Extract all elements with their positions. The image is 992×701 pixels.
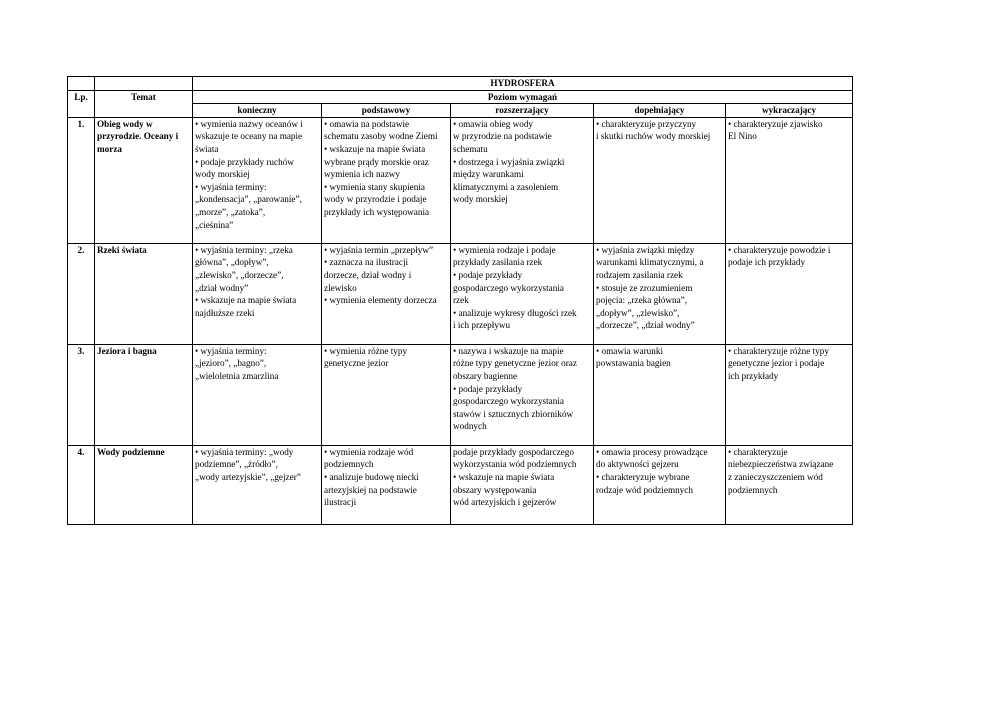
topic-line: przyrodzie. Oceany i [97, 131, 179, 142]
topic-line: Obieg wody w [97, 118, 153, 129]
requirement-line: • charakteryzuje [728, 446, 788, 457]
requirement-cell [193, 445, 322, 524]
requirement-line: • podaje przykłady [453, 383, 523, 394]
requirement-line: „kondensacja”, „parowanie”, [195, 194, 302, 205]
requirement-line: dorzecze, dział wodny i [324, 269, 412, 280]
level-header: podstawowy [322, 104, 451, 118]
topic-line: morza [97, 143, 122, 154]
requirement-cell [726, 344, 853, 445]
requirement-line: wody w przyrodzie i podaje [324, 194, 427, 205]
requirement-line: świata [195, 143, 219, 154]
requirement-line: podziemne”, „źródło”, [195, 459, 278, 470]
level-header: rozszerzający [451, 104, 594, 118]
requirement-cell [726, 445, 853, 524]
requirement-line: podziemnych [324, 459, 374, 470]
requirement-line: • wymienia rodzaje wód [324, 446, 414, 457]
requirement-line: • wymienia elementy dorzecza [324, 295, 437, 306]
requirement-line: • omawia procesy prowadzące [596, 446, 708, 457]
requirement-line: • dostrzega i wyjaśnia związki [453, 156, 565, 167]
topic-line: Wody podziemne [97, 446, 165, 457]
requirement-cell [594, 344, 726, 445]
row-topic [95, 445, 193, 524]
requirement-cell [451, 445, 594, 524]
table-row [68, 445, 853, 524]
row-number: 2. [68, 243, 95, 344]
requirement-line: przykłady zasilania rzek [453, 257, 543, 268]
requirement-line: stawów i sztucznych zbiorników [453, 408, 574, 419]
requirement-line: „morze”, „zatoka”, [195, 206, 266, 217]
requirement-line: ich przykłady [728, 370, 779, 381]
lp-header: Lp. [68, 90, 95, 117]
requirement-cell [193, 243, 322, 344]
requirement-line: • charakteryzuje przyczyny [596, 118, 697, 129]
requirement-cell [594, 117, 726, 243]
requirement-line: obszary bagienne [453, 370, 518, 381]
requirement-line: ilustracji [324, 497, 357, 508]
requirement-line: genetyczne jezior i podaje [728, 358, 825, 369]
table-row [68, 344, 853, 445]
requirement-cell [451, 117, 594, 243]
requirement-line: w przyrodzie na podstawie [453, 131, 552, 142]
requirement-line: • omawia na podstawie [324, 118, 410, 129]
requirement-cell [322, 117, 451, 243]
requirement-line: podaje ich przykłady [728, 257, 806, 268]
requirement-line: i skutki ruchów wody morskiej [596, 131, 711, 142]
requirement-line: • charakteryzuje różne typy [728, 345, 829, 356]
requirement-line: podaje przykłady gospodarczego [453, 446, 574, 457]
requirement-cell [193, 117, 322, 243]
requirement-line: • charakteryzuje wybrane [596, 471, 690, 482]
requirement-line: „wieloletnia zmarzlina [195, 370, 279, 381]
requirement-line: różne typy genetyczne jezior oraz [453, 358, 577, 369]
topic-line: Rzeki świata [97, 244, 147, 255]
row-number: 3. [68, 344, 95, 445]
requirement-cell [322, 243, 451, 344]
requirement-line: • wyjaśnia termin „przepływ” [324, 244, 434, 255]
requirement-line: • wyjaśnia związki między [596, 244, 695, 255]
requirement-line: między warunkami [453, 169, 524, 180]
requirement-line: podziemnych [728, 484, 778, 495]
requirement-line: gospodarczego wykorzystania [453, 396, 564, 407]
requirement-line: „dorzecze”, „dział wodny” [596, 320, 695, 331]
row-topic [95, 243, 193, 344]
requirement-line: • wskazuje na mapie świata [195, 295, 297, 306]
requirement-line: • podaje przykłady ruchów [195, 156, 294, 167]
requirement-line: • analizuje budowę niecki [324, 471, 419, 482]
requirement-line: • charakteryzuje powodzie i [728, 244, 831, 255]
requirement-line: przykłady ich występowania [324, 206, 430, 217]
requirement-line: zlewisko [324, 282, 357, 293]
requirement-line: warunkami klimatycznymi, a [596, 257, 704, 268]
requirement-cell [193, 344, 322, 445]
requirement-line: schematu [453, 143, 488, 154]
requirement-line: schematu zasoby wodne Ziemi [324, 131, 438, 142]
requirement-line: • stosuje ze zrozumieniem [596, 282, 693, 293]
row-topic [95, 344, 193, 445]
table-row [68, 243, 853, 344]
requirement-line: • omawia warunki [596, 345, 663, 356]
requirement-line: • omawia obieg wody [453, 118, 534, 129]
lp-header-top [68, 77, 95, 91]
requirement-line: rodzaje wód podziemnych [596, 484, 693, 495]
topic-header-top [95, 77, 193, 91]
requirement-cell [726, 117, 853, 243]
requirement-line: „zlewisko”, „dorzecze”, [195, 269, 284, 280]
requirement-line: • wyjaśnia terminy: [195, 181, 267, 192]
requirement-line: El Nino [728, 131, 757, 142]
requirement-line: • wskazuje na mapie świata [324, 143, 426, 154]
requirement-line: „jezioro”, „bagno”, [195, 358, 267, 369]
requirement-line: • wymienia stany skupienia [324, 181, 425, 192]
requirement-line: • wymienia nazwy oceanów i [195, 118, 303, 129]
requirement-line: • podaje przykłady [453, 269, 523, 280]
requirement-line: do aktywności gejzeru [596, 459, 679, 470]
requirement-line: • analizuje wykresy długości rzek [453, 307, 577, 318]
requirement-line: z zanieczyszczeniem wód [728, 471, 823, 482]
requirement-line: • zaznacza na ilustracji [324, 257, 409, 268]
requirement-line: „wody artezyjskie”, „gejzer” [195, 471, 301, 482]
requirement-line: „dział wodny” [195, 282, 249, 293]
requirement-line: powstawania bagien [596, 358, 671, 369]
requirement-line: wykorzystania wód podziemnych [453, 459, 577, 470]
requirement-line: • wymienia rodzaje i podaje [453, 244, 556, 255]
requirement-line: rzek [453, 295, 469, 306]
requirement-line: • charakteryzuje zjawisko [728, 118, 823, 129]
topic-header: Temat [95, 90, 193, 117]
requirement-line: artezyjskiej na podstawie [324, 484, 417, 495]
requirements-table [67, 76, 853, 525]
table-row [68, 117, 853, 243]
requirement-line: gospodarczego wykorzystania [453, 282, 564, 293]
requirement-line: „cieśnina” [195, 219, 234, 230]
requirement-line: klimatycznymi a zasoleniem [453, 181, 559, 192]
row-number: 1. [68, 117, 95, 243]
requirement-line: • wyjaśnia terminy: „rzeka [195, 244, 293, 255]
requirement-line: genetyczne jezior [324, 358, 389, 369]
requirement-cell [594, 243, 726, 344]
requirement-cell [451, 243, 594, 344]
requirement-line: • wyjaśnia terminy: „wody [195, 446, 294, 457]
requirement-line: rodzajem zasilania rzek [596, 269, 683, 280]
requirement-line: • wskazuje na mapie świata [453, 471, 555, 482]
requirement-cell [451, 344, 594, 445]
row-number: 4. [68, 445, 95, 524]
level-header: dopełniający [594, 104, 726, 118]
level-header: wykraczający [726, 104, 853, 118]
requirement-line: niebezpieczeństwa związane [728, 459, 834, 470]
requirement-cell [322, 445, 451, 524]
table-title: HYDROSFERA [193, 77, 853, 91]
requirement-line: i ich przepływu [453, 320, 511, 331]
requirement-line: wody morskiej [195, 169, 250, 180]
requirement-cell [594, 445, 726, 524]
requirement-line: • wyjaśnia terminy: [195, 345, 267, 356]
requirement-line: wodnych [453, 421, 487, 432]
requirement-line: wybrane prądy morskie oraz [324, 156, 429, 167]
requirement-line: • wymienia różne typy [324, 345, 408, 356]
requirement-line: „dopływ”, „zlewisko”, [596, 307, 680, 318]
requirement-cell [726, 243, 853, 344]
requirement-line: obszary występowania [453, 484, 537, 495]
requirement-line: najdłuższe rzeki [195, 307, 255, 318]
topic-line: Jeziora i bagna [97, 345, 157, 356]
level-header: konieczny [193, 104, 322, 118]
requirement-line: główna”, „dopływ”, [195, 257, 269, 268]
requirement-line: • nazywa i wskazuje na mapie [453, 345, 564, 356]
row-topic [95, 117, 193, 243]
requirement-line: wód artezyjskich i gejzerów [453, 497, 557, 508]
requirement-line: pojęcia: „rzeka główna”, [596, 295, 688, 306]
requirement-line: wody morskiej [453, 194, 508, 205]
requirement-line: wymienia ich nazwy [324, 169, 401, 180]
requirement-line: wskazuje te oceany na mapie [195, 131, 303, 142]
requirement-cell [322, 344, 451, 445]
level-group-header: Poziom wymagań [193, 90, 853, 104]
